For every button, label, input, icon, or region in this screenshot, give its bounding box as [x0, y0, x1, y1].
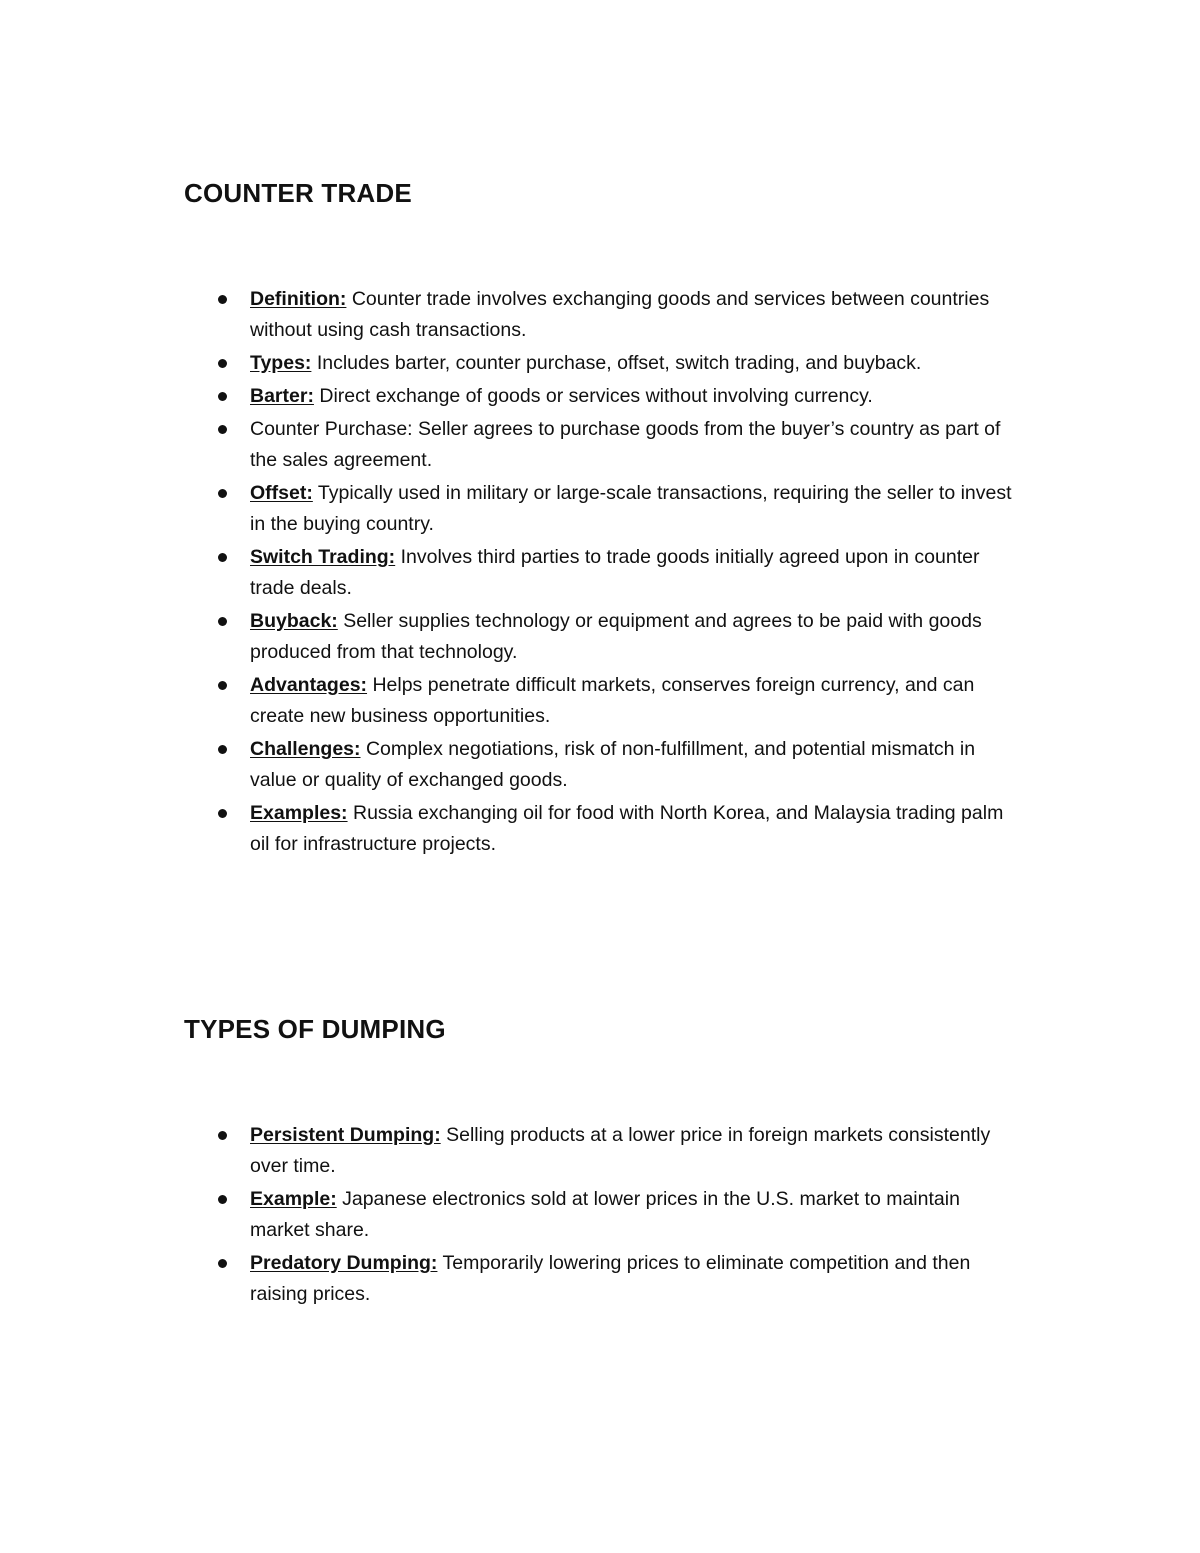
bullet-icon: [218, 553, 227, 562]
bullet-icon: [218, 809, 227, 818]
bullet-icon: [218, 295, 227, 304]
term-label: Examples:: [250, 802, 348, 824]
list-item: [250, 1120, 1020, 1182]
term-label: Definition:: [250, 288, 347, 310]
section-heading: TYPES OF DUMPING: [184, 1014, 446, 1044]
list-item: [250, 542, 1020, 604]
bullet-icon: [218, 489, 227, 498]
item-text: Counter trade involves exchanging goods and services between countries without using cash transactions.: [250, 288, 990, 341]
term-label: Challenges:: [250, 738, 361, 760]
term-label: Predatory Dumping:: [250, 1252, 438, 1274]
bullet-icon: [218, 425, 227, 434]
bullet-icon: [218, 1131, 227, 1140]
bullet-icon: [218, 1259, 227, 1268]
bullet-icon: [218, 681, 227, 690]
term-label: Barter:: [250, 385, 314, 407]
term-label: Offset:: [250, 482, 313, 504]
bullet-icon: [218, 617, 227, 626]
item-text: Japanese electronics sold at lower prices in the U.S. market to maintain market share.: [250, 1188, 960, 1241]
term-label: Types:: [250, 352, 312, 374]
term-label: Buyback:: [250, 610, 338, 632]
list-item: [250, 606, 1020, 668]
item-text: Selling products at a lower price in foreign markets consistently over time.: [250, 1124, 991, 1177]
item-text: Complex negotiations, risk of non-fulfillment, and potential mismatch in value or quality of exchanged goods.: [250, 738, 976, 791]
item-text: Includes barter, counter purchase, offset, switch trading, and buyback.: [311, 352, 922, 374]
term-label: Example:: [250, 1188, 337, 1210]
list-item: [250, 1248, 1020, 1310]
item-text: Counter Purchase: Seller agrees to purchase goods from the buyer’s country as part of the sales agreement.: [250, 418, 1001, 471]
item-text: Russia exchanging oil for food with North Korea, and Malaysia trading palm oil for infrastructure projects.: [250, 802, 1004, 855]
item-text: Involves third parties to trade goods initially agreed upon in counter trade deals.: [250, 546, 980, 599]
bullet-icon: [218, 1195, 227, 1204]
list-item: [250, 348, 1020, 379]
bullet-list: [250, 1120, 1020, 1312]
item-text: Helps penetrate difficult markets, conserves foreign currency, and can create new business opportunities.: [250, 674, 975, 727]
item-text: Direct exchange of goods or services without involving currency.: [313, 385, 873, 407]
list-item: [250, 414, 1020, 476]
section-heading: COUNTER TRADE: [184, 178, 412, 208]
term-label: Advantages:: [250, 674, 368, 696]
list-item: [250, 284, 1020, 346]
list-item: [250, 798, 1020, 860]
item-text: Temporarily lowering prices to eliminate competition and then raising prices.: [250, 1252, 971, 1305]
bullet-icon: [218, 359, 227, 368]
term-label: Switch Trading:: [250, 546, 396, 568]
item-text: Typically used in military or large-scale transactions, requiring the seller to invest in the buying country.: [250, 482, 1012, 535]
bullet-icon: [218, 392, 227, 401]
list-item: [250, 478, 1020, 540]
item-text: Seller supplies technology or equipment and agrees to be paid with goods produced from that technology.: [250, 610, 982, 663]
bullet-icon: [218, 745, 227, 754]
term-label: Persistent Dumping:: [250, 1124, 441, 1146]
list-item: [250, 734, 1020, 796]
bullet-list: [250, 284, 1020, 862]
list-item: [250, 670, 1020, 732]
list-item: [250, 1184, 1020, 1246]
list-item: [250, 381, 1020, 412]
